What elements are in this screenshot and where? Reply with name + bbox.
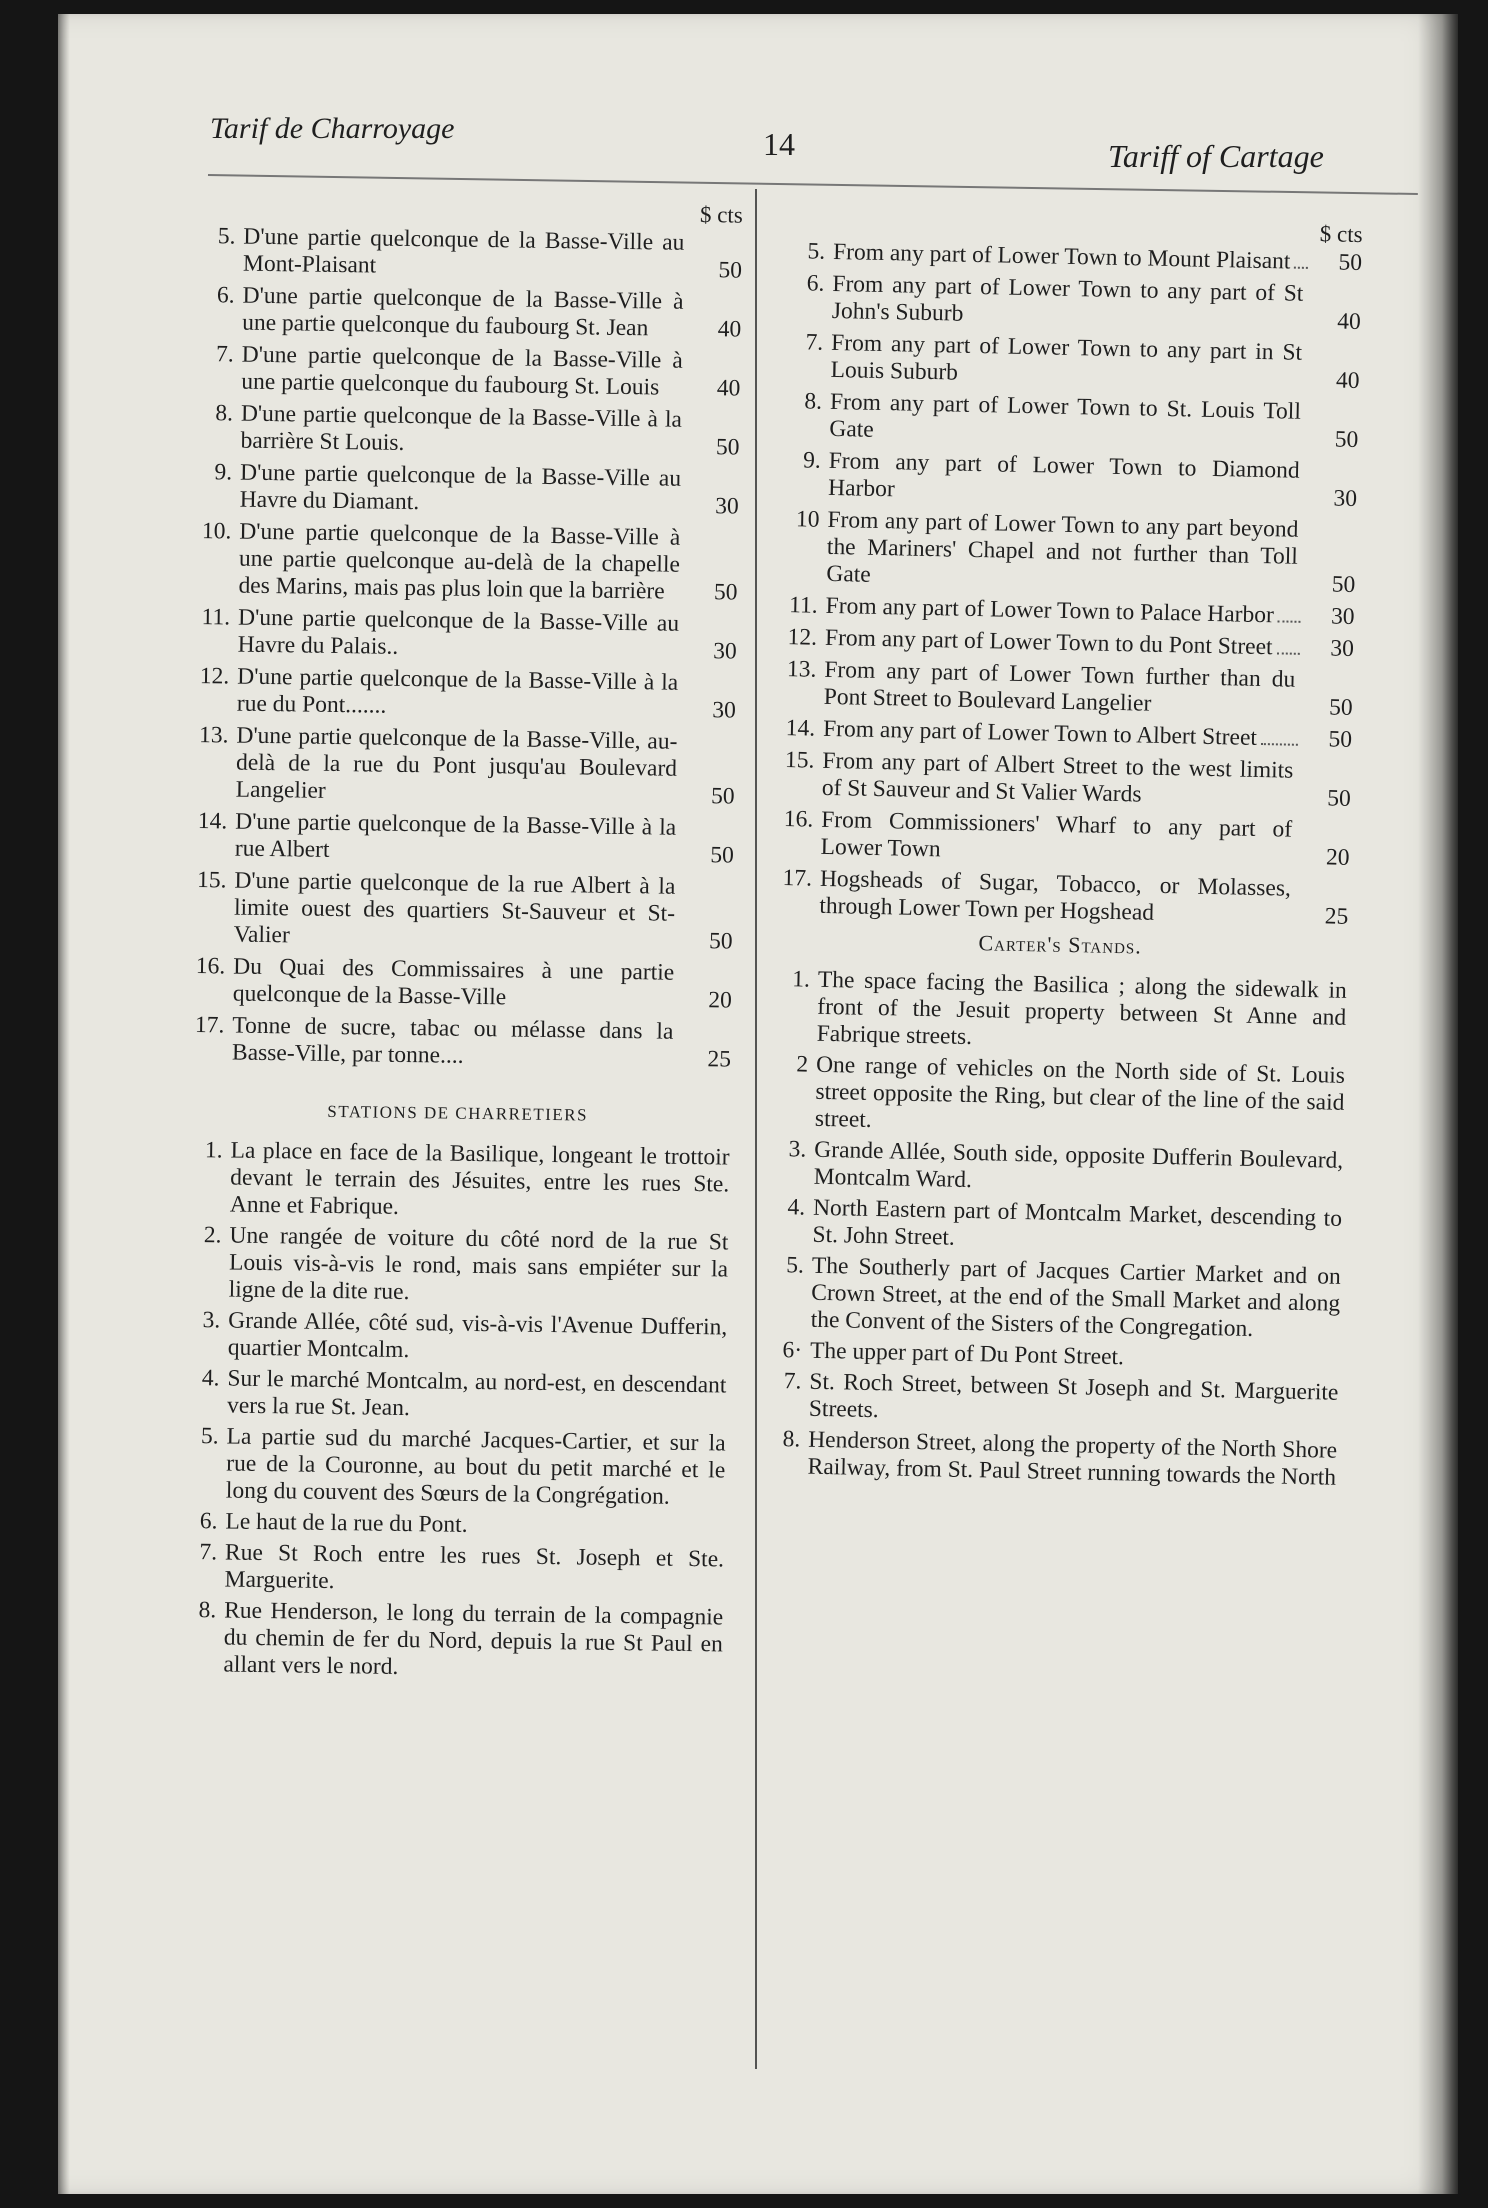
tariff-entry <box>786 270 1362 336</box>
stand-number: 7. <box>783 1368 802 1395</box>
tariff-price: 25 <box>707 1046 732 1073</box>
tariff-entry <box>194 400 740 462</box>
tariff-entry <box>192 604 738 666</box>
stand-number: 7. <box>199 1539 218 1566</box>
tariff-entry <box>189 722 735 811</box>
tariff-entry <box>774 806 1350 872</box>
tariff-description: From any part of Lower Town to any part of St John's Suburb <box>831 270 1304 327</box>
tariff-entry <box>187 953 733 1015</box>
stand-description: St. Roch Street, between St Joseph and St. Marguerite Streets. <box>808 1368 1339 1424</box>
stand-description: Henderson Street, along the property of the North Shore Railway, from St. Paul Street running towards the North <box>807 1426 1338 1491</box>
stand-number: 5. <box>785 1252 805 1279</box>
tariff-description: From any part of Lower Town further than du Pont Street to Boulevard Langelier <box>823 656 1296 717</box>
tariff-number: 10. <box>201 518 232 545</box>
tariff-description: From any part of Lower Town to Mount Plaisant <box>832 238 1291 275</box>
tariff-description: From any part of Lower Town to any part beyond the Mariners' Chapel and not further than Toll Gate <box>826 506 1299 588</box>
book-page <box>58 14 1458 2194</box>
stand-number: 2 <box>796 1051 809 1078</box>
english-tariff-list <box>773 238 1362 931</box>
tariff-entry <box>783 388 1359 454</box>
french-stands-title: STATIONS DE CHARRETIERS <box>327 1101 589 1125</box>
stand-description: Sur le marché Montcalm, au nord-est, en descendant vers la rue St. Jean. <box>226 1365 727 1422</box>
stand-entry <box>769 1051 1346 1144</box>
dot-leader <box>1294 267 1308 269</box>
tariff-number: 16. <box>195 953 226 980</box>
stand-description: Une rangée de voiture du côté nord de la rue St Louis vis-à-vis le rond, mais sans empiéter sur la ligne de la dite rue. <box>228 1222 729 1306</box>
tariff-description: D'une partie quelconque de la Basse-Ville à la rue Albert <box>234 808 677 863</box>
tariff-number: 17. <box>782 865 813 892</box>
tariff-number: 9. <box>214 459 233 486</box>
tariff-description: D'une partie quelconque de la Basse-Ville, au-delà de la rue du Pont jusqu'au Boulevard Langelier <box>235 722 678 804</box>
stand-number: 4. <box>787 1194 806 1221</box>
tariff-entry <box>195 341 741 403</box>
tariff-description: D'une partie quelconque de la Basse-Ville à la barrière St Louis. <box>240 400 683 456</box>
tariff-price: 30 <box>1330 635 1355 662</box>
tariff-price: 50 <box>710 842 734 869</box>
tariff-entry <box>782 447 1358 513</box>
stand-number: 4. <box>201 1365 220 1392</box>
currency-header: $ cts <box>699 202 743 228</box>
tariff-description: From any part of Albert Street to the west limits of St Sauveur and St Valier Wards <box>821 747 1294 808</box>
stand-description: The Southerly part of Jacques Cartier Market and on Crown Street, at the end of the Small Market and along the Convent of the Sisters of the Congregation. <box>810 1252 1342 1342</box>
stand-description: Le haut de la rue du Pont. <box>225 1508 468 1538</box>
tariff-number: 7. <box>215 341 234 368</box>
tariff-entry <box>197 223 743 285</box>
stand-number: 6· <box>782 1337 803 1364</box>
french-stands-list <box>177 1137 730 1686</box>
tariff-description: D'une partie quelconque de la Basse-Ville à une partie quelconque au-delà de la chapelle des Marins, mais pas plus loin que la barrière <box>238 518 681 605</box>
tariff-price: 50 <box>1327 785 1352 812</box>
tariff-price: 30 <box>1333 485 1358 512</box>
tariff-entry <box>196 282 742 344</box>
tariff-number: 13. <box>198 722 229 749</box>
tariff-price: 50 <box>1334 426 1359 453</box>
tariff-description: D'une partie quelconque de la Basse-Ville à la rue du Pont....... <box>236 663 679 719</box>
stand-entry <box>764 1252 1341 1345</box>
tariff-price: 30 <box>712 697 737 724</box>
stand-number: 1. <box>204 1137 223 1164</box>
tariff-entry <box>773 865 1349 931</box>
dot-leader <box>1276 652 1299 654</box>
tariff-number: 15. <box>784 747 815 774</box>
header-english-title: Tariff of Cartage <box>1108 138 1324 174</box>
tariff-price: 40 <box>716 375 741 402</box>
tariff-description: Du Quai des Commissaires à une partie quelconque de la Basse-Ville <box>232 953 675 1011</box>
dot-leader <box>1278 620 1301 622</box>
tariff-description: From any part of Lower Town to any part in St Louis Suburb <box>830 329 1303 386</box>
tariff-entry <box>776 747 1352 813</box>
tariff-description: From any part of Lower Town to St. Louis Toll Gate <box>829 388 1302 443</box>
stand-entry <box>180 1423 726 1512</box>
stand-number: 2. <box>203 1222 222 1249</box>
tariff-entry <box>194 459 740 521</box>
stand-entry <box>183 1222 729 1311</box>
stand-description: La partie sud du marché Jacques-Cartier, et sur la rue de la Couronne, au bout du petit marché et le long du couvent des Sœurs de la Congrégation. <box>225 1423 726 1510</box>
english-stands-title: Carter's Stands. <box>978 930 1143 959</box>
tariff-entry <box>191 663 737 725</box>
stand-number: 1. <box>791 966 811 993</box>
tariff-price: 50 <box>1328 726 1353 753</box>
tariff-price: 20 <box>1325 844 1350 871</box>
tariff-price: 50 <box>1328 694 1353 721</box>
stand-number: 6. <box>199 1508 218 1535</box>
tariff-number: 17. <box>194 1012 225 1039</box>
stand-description: Rue Henderson, le long du terrain de la compagnie du chemin de fer du Nord, depuis la rue St Paul en allant vers le nord. <box>223 1597 724 1680</box>
tariff-price: 40 <box>1335 367 1360 395</box>
stand-description: One range of vehicles on the North side of St. Louis street opposite the Ring, but clear of the line of the said street. <box>814 1051 1346 1133</box>
tariff-entry <box>189 808 735 870</box>
tariff-price: 50 <box>708 928 733 955</box>
tariff-entry <box>186 1012 732 1074</box>
header-rule <box>208 174 1418 195</box>
tariff-price: 25 <box>1324 903 1349 930</box>
tariff-number: 14. <box>785 715 816 742</box>
tariff-description: Tonne de sucre, tabac ou mélasse dans la Basse-Ville, par tonne.... <box>231 1012 674 1069</box>
tariff-description: From any part of Lower Town to Albert Street <box>822 715 1258 751</box>
stand-number: 8. <box>782 1426 801 1453</box>
tariff-number: 9. <box>802 447 822 474</box>
stand-number: 3. <box>788 1136 807 1163</box>
stand-entry <box>761 1426 1337 1492</box>
stand-description: The space facing the Basilica ; along the sidewalk in front of the Jesuit property between St Anne and Fabrique streets. <box>816 966 1348 1051</box>
stand-entry <box>767 1136 1343 1202</box>
tariff-description: From any part of Lower Town to Diamond Harbor <box>827 447 1300 503</box>
tariff-description: D'une partie quelconque de la Basse-Ville au Havre du Palais.. <box>237 604 680 660</box>
tariff-price: 50 <box>713 579 738 606</box>
tariff-number: 14. <box>197 808 228 835</box>
tariff-description: D'une partie quelconque de la Basse-Ville à une partie quelconque du faubourg St. Louis <box>241 341 683 401</box>
tariff-number: 8. <box>215 400 234 427</box>
stand-description: Grande Allée, côté sud, vis-à-vis l'Avenue Dufferin, quartier Montcalm. <box>227 1307 728 1364</box>
tariff-number: 8. <box>804 388 823 415</box>
stand-entry <box>763 1368 1339 1434</box>
dot-leader <box>1261 743 1298 746</box>
tariff-number: 6. <box>216 282 235 309</box>
tariff-number: 16. <box>783 806 814 833</box>
english-stands-list <box>761 966 1347 1492</box>
column-divider <box>755 189 757 2069</box>
tariff-price: 40 <box>1336 308 1362 336</box>
stand-description: The upper part of Du Pont Street. <box>809 1337 1125 1371</box>
french-column <box>177 194 743 1689</box>
tariff-number: 11. <box>201 604 231 631</box>
page-fold-shadow <box>1418 14 1458 2194</box>
page-number: 14 <box>763 126 795 162</box>
tariff-price: 40 <box>717 316 742 343</box>
tariff-price: 50 <box>710 783 735 810</box>
tariff-number: 10 <box>795 506 820 533</box>
stand-description: North Eastern part of Montcalm Market, descending to St. John Street. <box>812 1194 1343 1251</box>
currency-header: $ cts <box>1319 221 1363 248</box>
french-tariff-list <box>186 223 743 1074</box>
tariff-price: 30 <box>1330 603 1355 630</box>
tariff-entry <box>778 656 1354 722</box>
stand-description: Grande Allée, South side, opposite Dufferin Boulevard, Montcalm Ward. <box>813 1136 1344 1194</box>
tariff-description: Hogsheads of Sugar, Tobacco, or Molasses, through Lower Town per Hogshead <box>819 865 1292 926</box>
tariff-description: D'une partie quelconque de la Basse-Ville au Havre du Diamant. <box>239 459 682 516</box>
tariff-description: D'une partie quelconque de la Basse-Ville au Mont-Plaisant <box>242 223 685 279</box>
tariff-number: 7. <box>805 329 824 356</box>
tariff-description: From any part of Lower Town to Palace Harbor <box>825 592 1275 629</box>
stand-entry <box>766 1194 1342 1260</box>
tariff-entry <box>780 506 1357 599</box>
tariff-description: From Commissioners' Wharf to any part of Lower Town <box>820 806 1293 863</box>
tariff-number: 15. <box>196 867 227 894</box>
page-edge-shadow <box>58 14 70 2194</box>
tariff-number: 11. <box>788 592 818 619</box>
stand-entry <box>184 1137 730 1226</box>
tariff-entry <box>187 867 733 956</box>
tariff-number: 13. <box>786 656 817 683</box>
tariff-price: 50 <box>1338 249 1363 277</box>
tariff-price: 30 <box>715 493 739 520</box>
tariff-number: 12. <box>787 624 818 651</box>
stand-description: Rue St Roch entre les rues St. Joseph et Ste. Marguerite. <box>224 1539 725 1595</box>
tariff-number: 12. <box>199 663 230 690</box>
stand-number: 3. <box>202 1307 221 1334</box>
tariff-price: 50 <box>715 434 740 461</box>
header-french-title: Tarif de Charroyage <box>210 112 455 145</box>
tariff-entry <box>192 518 738 607</box>
stand-entry <box>177 1597 723 1686</box>
tariff-description: D'une partie quelconque de la rue Albert à la limite ouest des quartiers St-Sauveur et St-Valier <box>233 867 676 949</box>
stand-entry <box>179 1508 724 1543</box>
english-column <box>761 209 1363 1496</box>
tariff-number: 5. <box>807 238 826 265</box>
tariff-entry <box>784 329 1360 395</box>
stand-entry <box>770 966 1347 1059</box>
tariff-price: 20 <box>708 987 732 1014</box>
stand-number: 5. <box>200 1423 219 1450</box>
tariff-price: 50 <box>718 257 743 284</box>
tariff-price: 30 <box>712 638 737 665</box>
stand-description: La place en face de la Basilique, longeant le trottoir devant le terrain des Jésuites, entre les rues Ste. Anne et Fabrique. <box>229 1137 730 1220</box>
stand-entry <box>178 1539 724 1601</box>
stand-entry <box>182 1307 728 1369</box>
tariff-description: From any part of Lower Town to du Pont Street <box>824 624 1273 661</box>
stand-number: 8. <box>198 1597 217 1624</box>
tariff-price: 50 <box>1331 571 1356 598</box>
stand-entry <box>181 1365 727 1427</box>
tariff-number: 6. <box>806 270 825 297</box>
tariff-number: 5. <box>217 223 236 250</box>
tariff-description: D'une partie quelconque de la Basse-Ville à une partie quelconque du faubourg St. Jean <box>242 282 684 342</box>
